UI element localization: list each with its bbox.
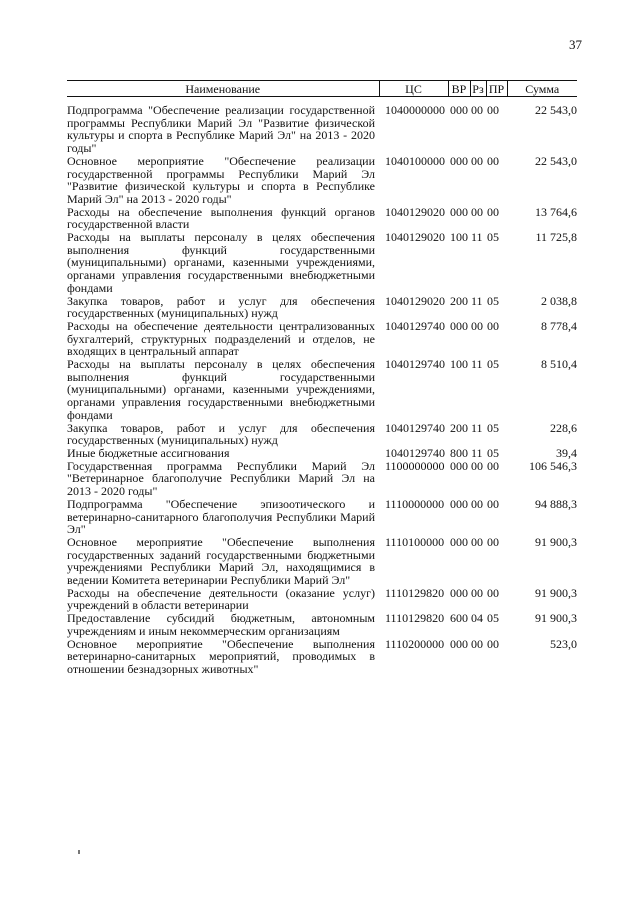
row-pr: 00 bbox=[487, 318, 499, 333]
row-cs: 1040100000 bbox=[385, 153, 445, 168]
row-cs: 1100000000 bbox=[385, 458, 445, 473]
row-rz: 11 bbox=[471, 293, 483, 308]
row-name: Государственная программа Республики Марий Эл "Ветеринарное благополучие Республики Марий Эл на 2013 - 2020 годы" bbox=[67, 458, 375, 499]
row-pr: 05 bbox=[487, 420, 499, 435]
row-sum: 94 888,3 bbox=[535, 496, 577, 511]
row-sum: 2 038,8 bbox=[541, 293, 577, 308]
table-row bbox=[67, 320, 577, 358]
row-cs: 1040129740 bbox=[385, 420, 445, 435]
row-sum: 228,6 bbox=[550, 420, 577, 435]
row-vr: 000 bbox=[450, 204, 468, 219]
row-pr: 05 bbox=[487, 357, 499, 372]
row-pr: 05 bbox=[487, 611, 499, 626]
table-row bbox=[67, 97, 577, 155]
table-row bbox=[67, 498, 577, 536]
row-pr: 00 bbox=[487, 636, 499, 651]
row-vr: 000 bbox=[450, 153, 468, 168]
table-header bbox=[67, 81, 577, 97]
row-cs: 1040129740 bbox=[385, 318, 445, 333]
table-row bbox=[67, 422, 577, 447]
row-rz: 00 bbox=[471, 103, 483, 117]
row-sum: 523,0 bbox=[550, 636, 577, 651]
row-pr: 00 bbox=[487, 534, 499, 549]
row-vr: 000 bbox=[450, 534, 468, 549]
row-vr: 800 bbox=[450, 445, 468, 460]
row-sum: 91 900,3 bbox=[535, 585, 577, 600]
row-sum: 22 543,0 bbox=[535, 103, 577, 117]
row-name: Расходы на обеспечение деятельности (оказание услуг) учреждений в области ветеринарии bbox=[67, 585, 375, 613]
row-sum: 39,4 bbox=[556, 445, 577, 460]
row-name: Закупка товаров, работ и услуг для обеспечения государственных (муниципальных) нужд bbox=[67, 420, 375, 448]
row-vr: 100 bbox=[450, 357, 468, 372]
row-cs: 1110100000 bbox=[385, 534, 445, 549]
row-vr: 000 bbox=[450, 585, 468, 600]
row-sum: 13 764,6 bbox=[535, 204, 577, 219]
row-sum: 91 900,3 bbox=[535, 534, 577, 549]
page-number: 37 bbox=[569, 37, 582, 52]
row-pr: 05 bbox=[487, 230, 499, 245]
row-vr: 000 bbox=[450, 318, 468, 333]
row-name: Подпрограмма "Обеспечение эпизоотического и ветеринарно-санитарного благополучия Республики Марий Эл" bbox=[67, 496, 375, 537]
row-name: Закупка товаров, работ и услуг для обеспечения государственных (муниципальных) нужд bbox=[67, 293, 375, 321]
row-pr: 00 bbox=[487, 458, 499, 473]
row-vr: 000 bbox=[450, 496, 468, 511]
header-name: Наименование bbox=[67, 81, 379, 97]
row-pr: 05 bbox=[487, 293, 499, 308]
row-cs: 1040129020 bbox=[385, 293, 445, 308]
row-sum: 8 778,4 bbox=[541, 318, 577, 333]
row-rz: 11 bbox=[471, 445, 483, 460]
row-vr: 600 bbox=[450, 611, 468, 626]
row-cs: 1040129740 bbox=[385, 445, 445, 460]
row-name: Расходы на обеспечение выполнения функций органов государственной власти bbox=[67, 204, 375, 232]
row-cs: 1110129820 bbox=[385, 611, 445, 626]
table-row bbox=[67, 358, 577, 422]
table-row bbox=[67, 612, 577, 637]
row-rz: 11 bbox=[471, 420, 483, 435]
row-cs: 1040129740 bbox=[385, 357, 445, 372]
row-sum: 11 725,8 bbox=[535, 230, 577, 245]
row-pr: 00 bbox=[487, 496, 499, 511]
row-name: Предоставление субсидий бюджетным, автономным учреждениям и иным некоммерческим организациям bbox=[67, 611, 375, 638]
row-pr: 00 bbox=[487, 204, 499, 219]
row-pr: 00 bbox=[487, 103, 499, 117]
table-row bbox=[67, 447, 577, 460]
row-cs: 1040000000 bbox=[385, 103, 445, 117]
row-sum: 22 543,0 bbox=[535, 153, 577, 168]
row-sum: 106 546,3 bbox=[529, 458, 577, 473]
header-pr: ПР bbox=[486, 81, 507, 97]
header-rz: Рз bbox=[470, 81, 486, 97]
row-name: Основное мероприятие "Обеспечение реализации государственной программы Республики Марий Эл "Развитие физической культуры и спорта в Республике Марий Эл" на 2013 - 2020 годы" bbox=[67, 153, 375, 206]
table-body bbox=[67, 97, 577, 676]
row-name: Расходы на выплаты персоналу в целях обеспечения выполнения функций государственными (муниципальными) органами, казенными учреждениями, органами управления государственными внебюджетными фондами bbox=[67, 230, 375, 295]
row-rz: 00 bbox=[471, 204, 483, 219]
row-vr: 200 bbox=[450, 293, 468, 308]
row-name: Основное мероприятие "Обеспечение выполнения государственных заданий государственными бюджетными учреждениями Республики Марий Эл, находящимися в ведении Комитета ветеринарии Республики Марий Эл" bbox=[67, 534, 375, 588]
row-pr: 05 bbox=[487, 445, 499, 460]
table-row bbox=[67, 460, 577, 498]
row-sum: 8 510,4 bbox=[541, 357, 577, 372]
table-row bbox=[67, 295, 577, 320]
table-row bbox=[67, 638, 577, 676]
row-vr: 100 bbox=[450, 230, 468, 245]
header-sum: Сумма bbox=[507, 81, 577, 97]
table-row bbox=[67, 587, 577, 612]
row-rz: 00 bbox=[471, 458, 483, 473]
row-name: Расходы на выплаты персоналу в целях обеспечения выполнения функций государственными (муниципальными) органами, казенными учреждениями, органами управления государственными внебюджетными фондами bbox=[67, 357, 375, 422]
row-vr: 000 bbox=[450, 458, 468, 473]
table-row bbox=[67, 206, 577, 231]
table-row bbox=[67, 536, 577, 587]
row-cs: 1040129020 bbox=[385, 230, 445, 245]
row-rz: 00 bbox=[471, 153, 483, 168]
row-name: Иные бюджетные ассигнования bbox=[67, 445, 230, 460]
row-name: Подпрограмма "Обеспечение реализации государственной программы Республики Марий Эл "Развитие физической культуры и спорта в Республике Марий Эл" на 2013 - 2020 годы" bbox=[67, 103, 375, 156]
row-rz: 11 bbox=[471, 230, 483, 245]
row-rz: 00 bbox=[471, 318, 483, 333]
row-vr: 000 bbox=[450, 636, 468, 651]
row-rz: 04 bbox=[471, 611, 483, 626]
scan-speck bbox=[78, 850, 80, 854]
header-vr: ВР bbox=[448, 81, 470, 97]
row-cs: 1110200000 bbox=[385, 636, 445, 651]
row-vr: 000 bbox=[450, 103, 468, 117]
row-vr: 200 bbox=[450, 420, 468, 435]
row-sum: 91 900,3 bbox=[535, 611, 577, 626]
header-row bbox=[67, 81, 577, 97]
row-cs: 1110000000 bbox=[385, 496, 445, 511]
row-rz: 00 bbox=[471, 496, 483, 511]
table-row bbox=[67, 231, 577, 295]
table-row bbox=[67, 155, 577, 206]
budget-table bbox=[67, 80, 577, 676]
row-name: Основное мероприятие "Обеспечение выполнения ветеринарно-санитарных мероприятий, проводимых в отношении безнадзорных животных" bbox=[67, 636, 375, 676]
row-pr: 00 bbox=[487, 153, 499, 168]
row-name: Расходы на обеспечение деятельности централизованных бухгалтерий, структурных подразделений и отделов, не входящих в центральный аппарат bbox=[67, 318, 375, 359]
row-rz: 11 bbox=[471, 357, 483, 372]
row-rz: 00 bbox=[471, 534, 483, 549]
row-cs: 1040129020 bbox=[385, 204, 445, 219]
row-cs: 1110129820 bbox=[385, 585, 445, 600]
row-rz: 00 bbox=[471, 636, 483, 651]
header-cs: ЦС bbox=[379, 81, 448, 97]
row-pr: 00 bbox=[487, 585, 499, 600]
row-rz: 00 bbox=[471, 585, 483, 600]
